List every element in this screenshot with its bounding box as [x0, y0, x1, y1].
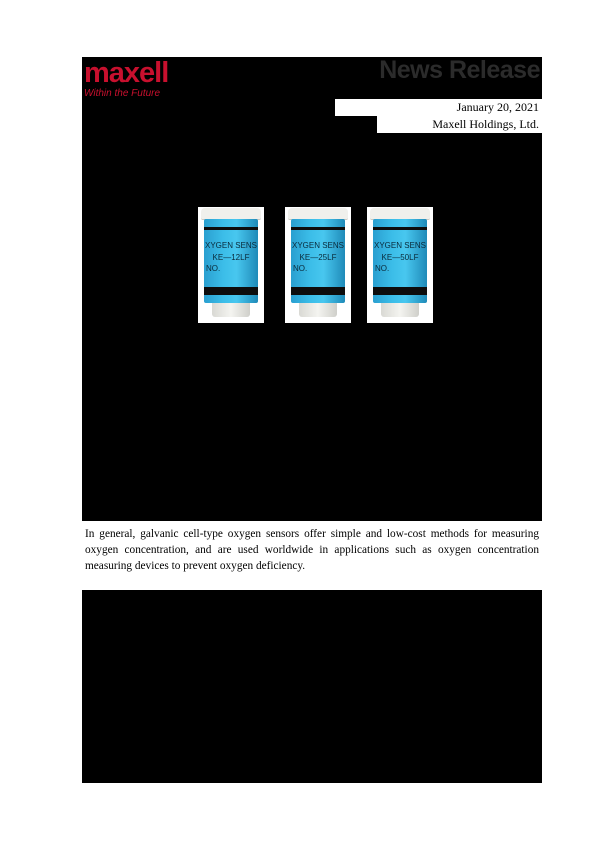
body-text-box [82, 521, 542, 590]
sensor-base [381, 303, 419, 317]
maxell-logo [84, 58, 194, 100]
sensor-label-model: KE—12LF [212, 253, 250, 262]
product-photo-ke12lf [198, 207, 264, 323]
sensor-label-no: NO. [375, 264, 390, 273]
sensor-label-model: KE—50LF [381, 253, 419, 262]
sensor-label-no: NO. [206, 264, 221, 273]
sensor-stripe [373, 227, 427, 230]
sensor-band [373, 287, 427, 295]
sensor-band [291, 287, 345, 295]
redacted-content-panel [82, 57, 542, 783]
sensor-label-line1: XYGEN SENS [373, 241, 426, 250]
sensor-label-line1: XYGEN SENS [204, 241, 257, 250]
sensor-label-line1: XYGEN SENS [291, 241, 344, 250]
product-photo-ke25lf [285, 207, 351, 323]
body-paragraph: In general, galvanic cell-type oxygen sensors offer simple and low-cost methods for measuring oxygen concentration, and are used worldwide in applications such as oxygen concentration measuring devices to prevent oxygen deficiency. [85, 528, 539, 572]
product-photo-ke50lf [367, 207, 433, 323]
sensor-label-model: KE—25LF [299, 253, 337, 262]
logo-tagline: Within the Future [84, 88, 161, 99]
release-date: January 20, 2021 [456, 100, 539, 114]
news-release-title: News Release [379, 56, 540, 84]
sensor-base [299, 303, 337, 317]
sensor-band [204, 287, 258, 295]
sensor-stripe [204, 227, 258, 230]
company-box [377, 116, 542, 133]
sensor-label-no: NO. [293, 264, 308, 273]
date-box [335, 99, 542, 116]
company-name: Maxell Holdings, Ltd. [432, 117, 539, 131]
sensor-stripe [291, 227, 345, 230]
logo-wordmark: maxell [84, 57, 169, 89]
sensor-base [212, 303, 250, 317]
